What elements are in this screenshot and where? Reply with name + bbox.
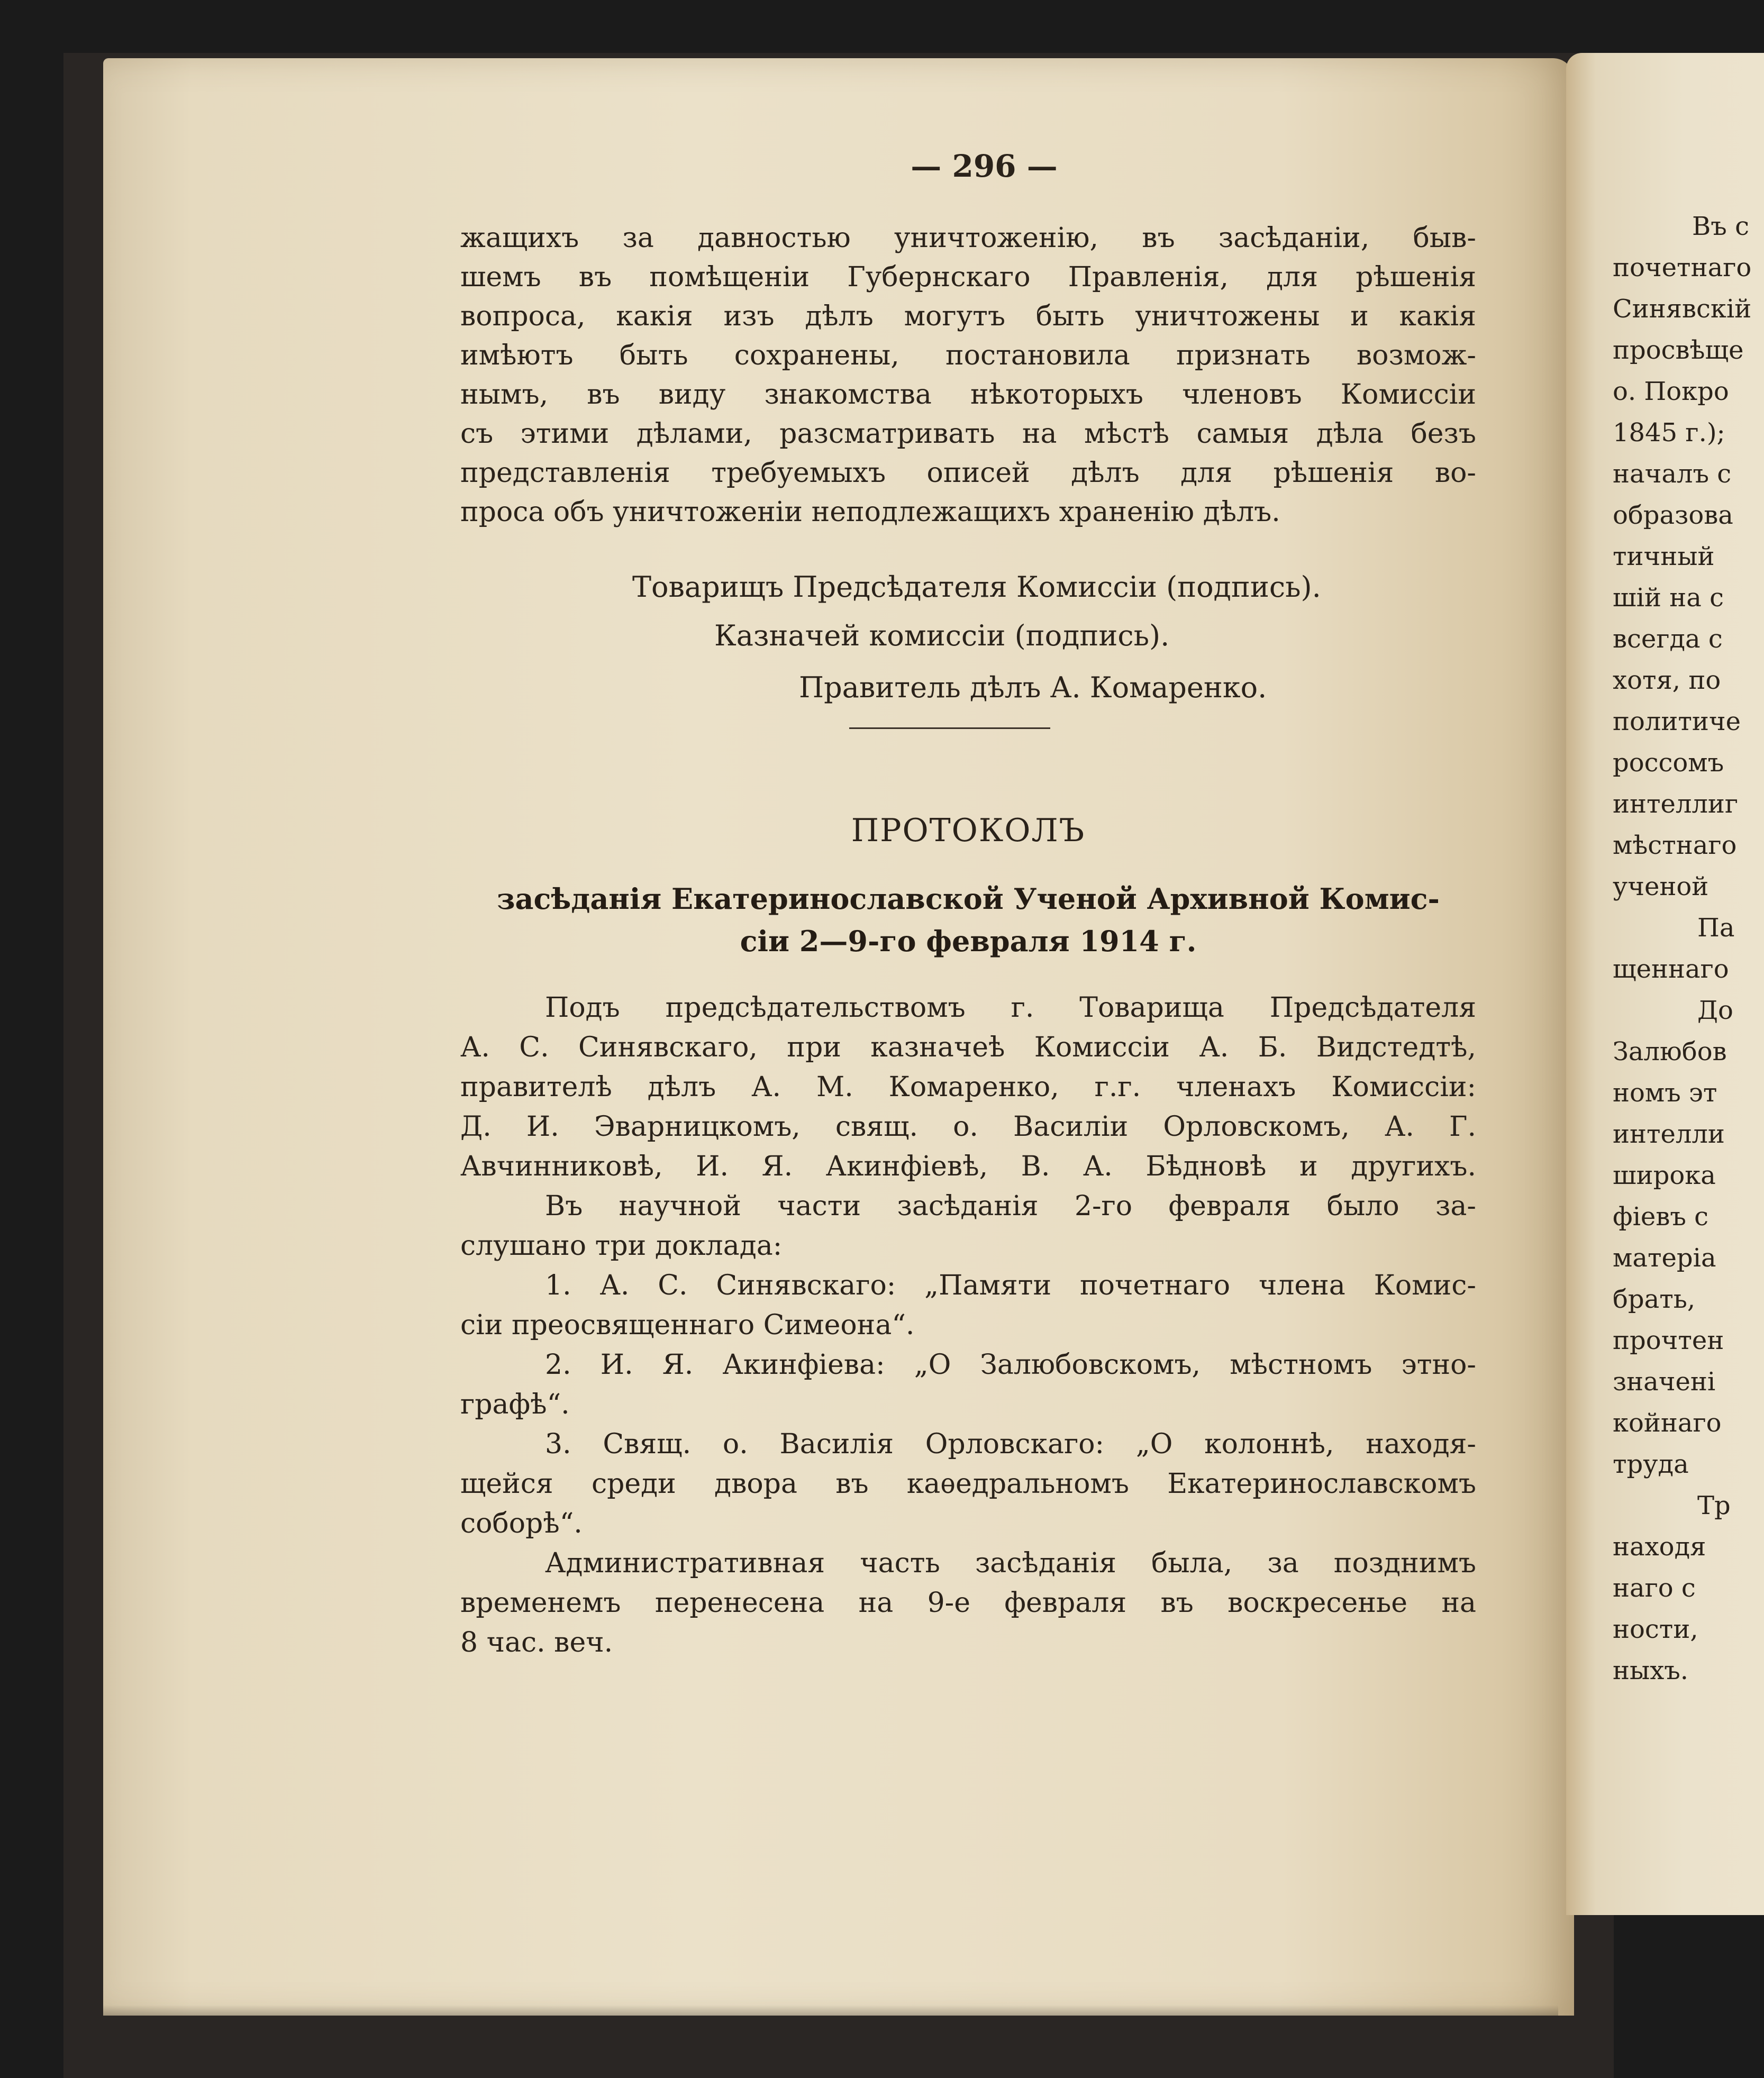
- right-line: наго с: [1613, 1573, 1696, 1603]
- body-line: Въ научной части засѣданія 2-го февраля было за-: [545, 1190, 1476, 1222]
- right-line: ученой: [1613, 872, 1709, 901]
- right-line: почетнаго: [1613, 253, 1752, 282]
- body-line: 3. Свящ. о. Василія Орловскаго: „О колоннѣ, находя-: [545, 1428, 1476, 1460]
- intro-line: вопроса, какія изъ дѣлъ могутъ быть уничтожены и какія: [460, 300, 1476, 332]
- right-page-shadow: [1614, 1915, 1764, 2078]
- signature-secretary: Правитель дѣлъ А. Комаренко.: [799, 671, 1267, 704]
- right-line: всегда с: [1613, 624, 1723, 654]
- intro-line: представленія требуемыхъ описей дѣлъ для рѣшенія во-: [460, 457, 1476, 489]
- right-page-text: [1613, 212, 1764, 1746]
- section-divider: [849, 727, 1050, 729]
- right-line: шій на с: [1613, 583, 1724, 613]
- right-line: россомъ: [1613, 748, 1724, 778]
- body-line: щейся среди двора въ каѳедральномъ Екатеринославскомъ: [460, 1468, 1476, 1500]
- intro-line: жащихъ за давностью уничтоженію, въ засѣданіи, быв-: [460, 222, 1476, 254]
- body-line: временемъ перенесена на 9-е февраля въ воскресенье на: [460, 1587, 1476, 1619]
- right-line: интеллиг: [1613, 789, 1739, 819]
- page-bottom-shadow: [103, 2005, 1558, 2016]
- body-line: соборѣ“.: [460, 1508, 583, 1539]
- right-line: ности,: [1613, 1615, 1698, 1644]
- right-line: широка: [1613, 1161, 1716, 1190]
- right-line: тичный: [1613, 542, 1715, 571]
- right-line: Тр: [1697, 1491, 1731, 1520]
- right-line: прочтен: [1613, 1326, 1724, 1355]
- right-line: о. Покро: [1613, 377, 1729, 406]
- right-line: ныхъ.: [1613, 1656, 1689, 1685]
- protocol-subtitle-line: сіи 2—9-го февраля 1914 г.: [740, 924, 1197, 958]
- body-line: слушано три доклада:: [460, 1230, 783, 1262]
- right-line: интелли: [1613, 1119, 1725, 1149]
- right-line: матеріа: [1613, 1243, 1716, 1273]
- signature-treasurer: Казначей комиссіи (подпись).: [714, 619, 1170, 652]
- right-line: Синявскій: [1613, 294, 1752, 324]
- body-line: сіи преосвященнаго Симеона“.: [460, 1309, 915, 1341]
- right-line: началъ с: [1613, 459, 1732, 489]
- body-line: Д. И. Эварницкомъ, свящ. о. Василіи Орловскомъ, А. Г.: [460, 1111, 1476, 1143]
- page-number: — 296 —: [911, 148, 1058, 184]
- body-line: Авчинниковѣ, И. Я. Акинфіевѣ, В. А. Бѣдновѣ и другихъ.: [460, 1151, 1476, 1182]
- right-line: Въ с: [1692, 212, 1749, 241]
- right-line: Залюбов: [1613, 1037, 1727, 1067]
- body-line: 1. А. С. Синявскаго: „Памяти почетнаго члена Комис-: [545, 1270, 1476, 1301]
- intro-line: съ этими дѣлами, разсматривать на мѣстѣ самыя дѣла безъ: [460, 418, 1476, 450]
- right-line: До: [1697, 996, 1733, 1025]
- signature-deputy-chairman: Товарищъ Предсѣдателя Комиссіи (подпись).: [632, 570, 1321, 604]
- body-line: графѣ“.: [460, 1389, 570, 1420]
- body-line: правителѣ дѣлъ А. М. Комаренко, г.г. членахъ Комиссіи:: [460, 1071, 1476, 1103]
- right-line: мѣстнаго: [1613, 831, 1737, 860]
- protocol-subtitle-line: засѣданія Екатеринославской Ученой Архивной Комис-: [497, 882, 1440, 916]
- body-line: А. С. Синявскаго, при казначеѣ Комиссіи А. Б. Видстедтѣ,: [460, 1032, 1476, 1063]
- intro-line: проса объ уничтоженіи неподлежащихъ храненію дѣлъ.: [460, 496, 1280, 528]
- right-line: хотя, по: [1613, 666, 1721, 695]
- intro-line: шемъ въ помѣщеніи Губернскаго Правленія, для рѣшенія: [460, 261, 1476, 293]
- right-line: просвѣще: [1613, 335, 1744, 365]
- right-line: значені: [1613, 1367, 1716, 1397]
- right-line: 1845 г.);: [1613, 418, 1725, 448]
- body-line: Подъ предсѣдательствомъ г. Товарища Предсѣдателя: [545, 992, 1476, 1024]
- right-line: койнаго: [1613, 1408, 1722, 1438]
- right-line: фіевъ с: [1613, 1202, 1709, 1232]
- right-line: Па: [1697, 913, 1735, 943]
- right-line: номъ эт: [1613, 1078, 1717, 1108]
- body-line: Административная часть засѣданія была, за позднимъ: [545, 1547, 1476, 1579]
- right-line: находя: [1613, 1532, 1706, 1562]
- body-line: 2. И. Я. Акинфіева: „О Залюбовскомъ, мѣстномъ этно-: [545, 1349, 1476, 1381]
- protocol-title: ПРОТОКОЛЪ: [851, 812, 1086, 849]
- right-line: политиче: [1613, 707, 1741, 736]
- right-line: труда: [1613, 1450, 1689, 1479]
- intro-line: имѣютъ быть сохранены, постановила признать возмож-: [460, 340, 1476, 371]
- body-line: 8 час. веч.: [460, 1627, 613, 1658]
- intro-line: нымъ, въ виду знакомства нѣкоторыхъ членовъ Комиссіи: [460, 379, 1476, 411]
- right-line: брать,: [1613, 1284, 1696, 1314]
- right-line: образова: [1613, 500, 1733, 530]
- right-line: щеннаго: [1613, 954, 1729, 984]
